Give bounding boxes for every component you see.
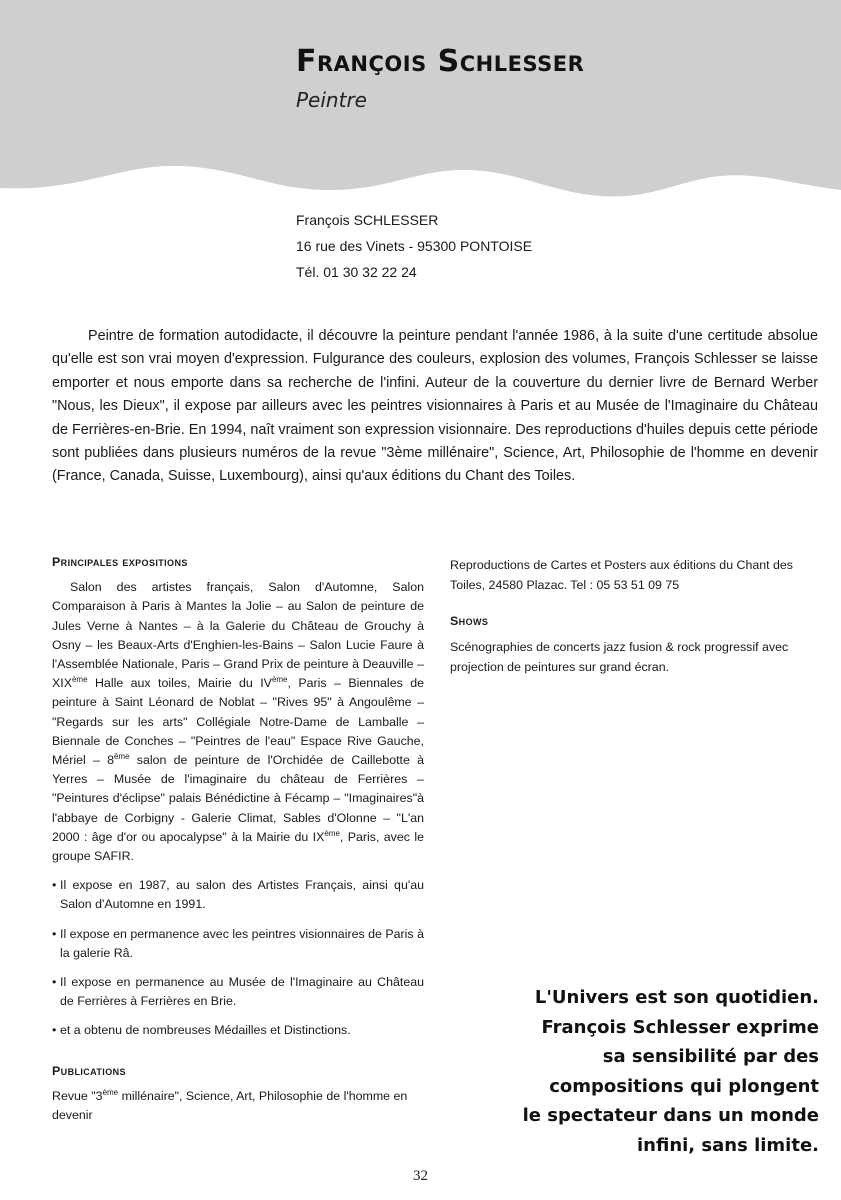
publications-heading: Publications [52,1063,126,1078]
list-item-text: et a obtenu de nombreuses Médailles et Distinctions. [60,1023,351,1038]
quote-line: compositions qui plongent [549,1075,819,1097]
wave-banner [0,0,841,210]
bullet-icon: • [52,975,57,990]
list-item [52,1021,424,1040]
contact-name: François SCHLESSER [296,212,439,228]
superscript: ème [71,675,88,685]
list-item [52,973,424,1011]
pull-quote [419,983,819,1160]
list-item-text: Il expose en permanence au Musée de l'Imaginaire au Château de Ferrières à Ferrières en Brie. [60,975,424,1009]
page-number: 32 [413,1168,428,1184]
page-title: François Schlesser [296,44,585,79]
shows-text: Scénographies de concerts jazz fusion & rock progressif avec projection de peintures sur grand écran. [450,640,789,674]
list-item-text: Il expose en permanence avec les peintres visionnaires de Paris à la galerie Râ. [60,926,424,960]
bullet-icon: • [52,878,57,893]
bullet-icon: • [52,926,57,941]
list-item [52,876,424,914]
quote-line: infini, sans limite. [637,1134,819,1156]
expositions-text-1: Salon des artistes français, Salon d'Automne, Salon Comparaison à Paris à Mantes la Jolie – au Salon de peinture de Jules Verne à Nantes – à la Galerie du Château de Grouchy à Osny – les Beaux-Arts d'Enghien-les-Bains – Salon Lucie Faure à l'Assemblée Nationale, Paris – Grand Prix de peinture à Deauville – XIX [52,580,424,691]
expositions-text-2: Halle aux toiles, Mairie du IV [87,676,272,691]
expositions-heading: Principales expositions [52,555,188,569]
expositions-paragraph [52,578,424,866]
reproductions-text: Reproductions de Cartes et Posters aux éditions du Chant des Toiles, 24580 Plazac. Tel : 05 53 51 09 75 [450,558,794,592]
right-column [450,555,822,677]
quote-line: le spectateur dans un monde [522,1105,819,1126]
contact-block [296,207,532,285]
quote-line: L'Univers est son quotidien. [534,987,819,1008]
quote-line: sa sensibilité par des [602,1046,819,1067]
left-column [52,553,424,1125]
quote-line: François Schlesser exprime [541,1016,819,1038]
superscript: ème [102,1087,119,1097]
expositions-text-3: , Paris – Biennales de peinture à Saint Léonard de Noblat – "Rives 95" à Angoulême – "Regards sur les arts" Collégiale Notre-Dame de Lamballe – Biennale de Conches – "Peintres de l'eau" Espace Rive Gauche, Mériel – 8 [52,676,424,768]
publications-text [52,1087,424,1125]
superscript: ème [271,675,288,685]
bullet-icon: • [52,1023,57,1038]
list-item [52,925,424,963]
contact-phone: Tél. 01 30 32 22 24 [296,264,417,280]
superscript: ème [113,751,130,761]
superscript: ème [324,828,340,838]
expositions-text-5: , Paris, avec le groupe SAFIR. [52,829,424,864]
publications-text-1: Revue "3 [52,1088,103,1103]
shows-heading: Shows [450,614,489,628]
publications-text-2: millénaire", Science, Art, Philosophie de l'homme en devenir [52,1088,408,1123]
biography-paragraph: Peintre de formation autodidacte, il découvre la peinture pendant l'année 1986, à la suite d'une certitude absolue qu'elle est son vrai moyen d'expression. Fulgurance des couleurs, explosion des volumes, François Schlesser se laisse emporter et nous emporte dans sa recherche de l'infini. Auteur de la couverture du dernier livre de Bernard Werber "Nous, les Dieux", il expose par ailleurs avec les peintres visionnaires à Paris et au Musée de l'Imaginaire du Château de Ferrières-en-Brie. En 1994, naît vraiment son expression visionnaire. Des reproductions d'huiles depuis cette période sont publiées dans plusieurs numéros de la revue "3ème millénaire", Science, Art, Philosophie de l'homme en devenir (France, Canada, Suisse, Luxembourg), ainsi qu'aux éditions du Chant des Toiles. [52,328,818,485]
contact-address: 16 rue des Vinets - 95300 PONTOISE [296,238,533,254]
list-item-text: Il expose en 1987, au salon des Artistes Français, ainsi qu'au Salon d'Automne en 1991. [60,878,424,912]
header-band [0,0,841,210]
expositions-text-4: salon de peinture de l'Orchidée de Caillebotte à Yerres – Musée de l'imaginaire du château de Ferrières – "Peintures d'éclipse" palais Bénédictine à Fécamp – "Imaginaires"à l'abbaye de Corbigny - Galerie Climat, Sables d'Olonne – "L'an 2000 : âge d'or ou apocalypse" à la Mairie du IX [52,753,424,844]
page-subtitle: Peintre [296,88,367,112]
